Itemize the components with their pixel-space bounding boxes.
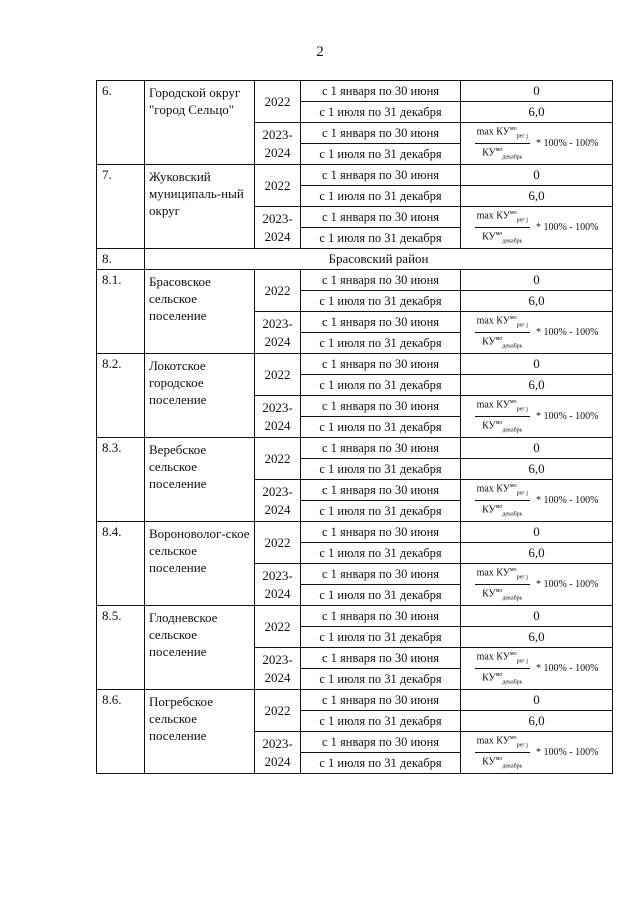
formula-sup: мо: [509, 735, 517, 741]
formula-denom: КУ: [482, 504, 496, 516]
formula-prefix: max КУ: [476, 651, 510, 663]
year-cell: 2023- 2024: [255, 123, 301, 165]
page-number: 2: [316, 44, 324, 60]
value-cell: 0: [461, 438, 613, 459]
row-number: 8.4.: [97, 522, 145, 606]
period-cell: с 1 января по 30 июня: [301, 270, 461, 291]
growth-formula: [475, 733, 599, 773]
table-row: [97, 606, 613, 627]
formula-sup: мо: [509, 315, 517, 321]
formula-sub: рег j: [516, 658, 528, 665]
period-cell: с 1 июля по 31 декабря: [301, 669, 461, 690]
year-cell: 2022: [255, 606, 301, 648]
formula-tail: * 100% - 100%: [535, 747, 599, 759]
municipality-name: Вороноволог-ское сельское поселение: [145, 522, 255, 606]
formula-cell: [461, 732, 613, 774]
row-number: 8.6.: [97, 690, 145, 774]
growth-formula: [475, 397, 599, 437]
formula-sup: мо: [495, 231, 503, 238]
formula-denom: КУ: [482, 336, 496, 348]
formula-sub: рег j: [516, 133, 528, 140]
formula-tail: * 100% - 100%: [535, 327, 599, 339]
period-cell: с 1 января по 30 июня: [301, 81, 461, 102]
formula-cell: [461, 564, 613, 606]
value-cell: 0: [461, 270, 613, 291]
formula-sup: мо: [509, 651, 517, 657]
formula-denom: КУ: [482, 231, 496, 243]
year-cell: 2023- 2024: [255, 564, 301, 606]
formula-sub: декабрь: [502, 595, 523, 602]
period-cell: с 1 января по 30 июня: [301, 564, 461, 585]
district-name: Брасовский район: [145, 249, 613, 270]
formula-sub: декабрь: [502, 238, 523, 245]
formula-cell: [461, 207, 613, 249]
district-row: [97, 249, 613, 270]
formula-sup: мо: [509, 210, 517, 216]
year-cell: 2023- 2024: [255, 207, 301, 249]
period-cell: с 1 июля по 31 декабря: [301, 144, 461, 165]
period-cell: с 1 июля по 31 декабря: [301, 375, 461, 396]
formula-prefix: max КУ: [476, 735, 510, 747]
period-cell: с 1 июля по 31 декабря: [301, 228, 461, 249]
growth-formula: [475, 208, 599, 248]
formula-prefix: max КУ: [476, 567, 510, 579]
period-cell: с 1 января по 30 июня: [301, 396, 461, 417]
growth-formula: [475, 481, 599, 521]
formula-tail: * 100% - 100%: [535, 411, 599, 423]
formula-sup: мо: [509, 399, 517, 405]
municipality-name: Глодневское сельское поселение: [145, 606, 255, 690]
period-cell: с 1 января по 30 июня: [301, 606, 461, 627]
growth-formula: [475, 124, 599, 164]
period-cell: с 1 июля по 31 декабря: [301, 291, 461, 312]
value-cell: 6,0: [461, 291, 613, 312]
formula-sub: декабрь: [502, 679, 523, 686]
growth-formula: [475, 649, 599, 689]
period-cell: с 1 июля по 31 декабря: [301, 417, 461, 438]
row-number: 7.: [97, 165, 145, 249]
value-cell: 0: [461, 354, 613, 375]
formula-sup: мо: [495, 504, 503, 511]
formula-sub: рег j: [516, 742, 528, 749]
table-row: [97, 522, 613, 543]
formula-sup: мо: [495, 147, 503, 154]
formula-prefix: max КУ: [476, 483, 510, 495]
table-row: [97, 438, 613, 459]
formula-denom: КУ: [482, 588, 496, 600]
year-cell: 2023- 2024: [255, 732, 301, 774]
value-cell: 0: [461, 606, 613, 627]
formula-sup: мо: [509, 483, 517, 489]
formula-denom: КУ: [482, 756, 496, 768]
period-cell: с 1 июля по 31 декабря: [301, 102, 461, 123]
period-cell: с 1 января по 30 июня: [301, 165, 461, 186]
formula-cell: [461, 648, 613, 690]
formula-denom: КУ: [482, 147, 496, 159]
municipality-name: Брасовское сельское поселение: [145, 270, 255, 354]
period-cell: с 1 июля по 31 декабря: [301, 711, 461, 732]
formula-prefix: max КУ: [476, 399, 510, 411]
table-row: [97, 690, 613, 711]
formula-tail: * 100% - 100%: [535, 579, 599, 591]
year-cell: 2023- 2024: [255, 312, 301, 354]
municipality-name: Городской округ "город Сельцо": [145, 81, 255, 165]
formula-sub: рег j: [516, 322, 528, 329]
formula-tail: * 100% - 100%: [535, 222, 599, 234]
period-cell: с 1 января по 30 июня: [301, 522, 461, 543]
period-cell: с 1 июля по 31 декабря: [301, 753, 461, 774]
formula-denom: КУ: [482, 672, 496, 684]
formula-tail: * 100% - 100%: [535, 138, 599, 150]
municipality-name: Жуковский муниципаль-ный округ: [145, 165, 255, 249]
formula-cell: [461, 123, 613, 165]
formula-sub: рег j: [516, 406, 528, 413]
value-cell: 6,0: [461, 627, 613, 648]
period-cell: с 1 июля по 31 декабря: [301, 543, 461, 564]
formula-sub: декабрь: [502, 343, 523, 350]
table-row: [97, 354, 613, 375]
value-cell: 6,0: [461, 711, 613, 732]
formula-sub: декабрь: [502, 427, 523, 434]
formula-sub: декабрь: [502, 511, 523, 518]
value-cell: 6,0: [461, 459, 613, 480]
year-cell: 2023- 2024: [255, 648, 301, 690]
growth-formula: [475, 313, 599, 353]
formula-tail: * 100% - 100%: [535, 663, 599, 675]
formula-sup: мо: [495, 588, 503, 595]
value-cell: 6,0: [461, 543, 613, 564]
year-cell: 2023- 2024: [255, 480, 301, 522]
formula-prefix: max КУ: [476, 210, 510, 222]
value-cell: 6,0: [461, 375, 613, 396]
period-cell: с 1 июля по 31 декабря: [301, 627, 461, 648]
growth-formula: [475, 565, 599, 605]
period-cell: с 1 июля по 31 декабря: [301, 333, 461, 354]
row-number: 8.1.: [97, 270, 145, 354]
formula-sub: рег j: [516, 574, 528, 581]
row-number: 8.: [97, 249, 145, 270]
value-cell: 6,0: [461, 186, 613, 207]
municipality-name: Локотское городское поселение: [145, 354, 255, 438]
year-cell: 2022: [255, 438, 301, 480]
year-cell: 2022: [255, 165, 301, 207]
formula-cell: [461, 480, 613, 522]
period-cell: с 1 января по 30 июня: [301, 438, 461, 459]
value-cell: 6,0: [461, 102, 613, 123]
period-cell: с 1 января по 30 июня: [301, 207, 461, 228]
period-cell: с 1 января по 30 июня: [301, 312, 461, 333]
formula-sub: рег j: [516, 217, 528, 224]
formula-cell: [461, 312, 613, 354]
table-row: [97, 270, 613, 291]
municipality-name: Погребское сельское поселение: [145, 690, 255, 774]
period-cell: с 1 января по 30 июня: [301, 480, 461, 501]
year-cell: 2022: [255, 81, 301, 123]
formula-tail: * 100% - 100%: [535, 495, 599, 507]
row-number: 6.: [97, 81, 145, 165]
tariff-table: [96, 80, 613, 774]
formula-sup: мо: [495, 336, 503, 343]
period-cell: с 1 января по 30 июня: [301, 732, 461, 753]
formula-sup: мо: [509, 567, 517, 573]
row-number: 8.5.: [97, 606, 145, 690]
formula-sup: мо: [495, 672, 503, 679]
row-number: 8.3.: [97, 438, 145, 522]
formula-sup: мо: [495, 420, 503, 427]
formula-prefix: max КУ: [476, 315, 510, 327]
table-row: [97, 81, 613, 102]
formula-prefix: max КУ: [476, 126, 510, 138]
formula-sub: декабрь: [502, 763, 523, 770]
formula-cell: [461, 396, 613, 438]
formula-denom: КУ: [482, 420, 496, 432]
year-cell: 2022: [255, 270, 301, 312]
period-cell: с 1 июля по 31 декабря: [301, 501, 461, 522]
row-number: 8.2.: [97, 354, 145, 438]
municipality-name: Веребское сельское поселение: [145, 438, 255, 522]
formula-sub: рег j: [516, 490, 528, 497]
period-cell: с 1 июля по 31 декабря: [301, 186, 461, 207]
value-cell: 0: [461, 165, 613, 186]
period-cell: с 1 января по 30 июня: [301, 690, 461, 711]
period-cell: с 1 июля по 31 декабря: [301, 459, 461, 480]
period-cell: с 1 января по 30 июня: [301, 648, 461, 669]
period-cell: с 1 января по 30 июня: [301, 123, 461, 144]
year-cell: 2022: [255, 690, 301, 732]
value-cell: 0: [461, 690, 613, 711]
formula-sup: мо: [495, 756, 503, 763]
period-cell: с 1 июля по 31 декабря: [301, 585, 461, 606]
year-cell: 2023- 2024: [255, 396, 301, 438]
value-cell: 0: [461, 81, 613, 102]
period-cell: с 1 января по 30 июня: [301, 354, 461, 375]
year-cell: 2022: [255, 522, 301, 564]
value-cell: 0: [461, 522, 613, 543]
formula-sup: мо: [509, 126, 517, 132]
table-row: [97, 165, 613, 186]
year-cell: 2022: [255, 354, 301, 396]
formula-sub: декабрь: [502, 154, 523, 161]
